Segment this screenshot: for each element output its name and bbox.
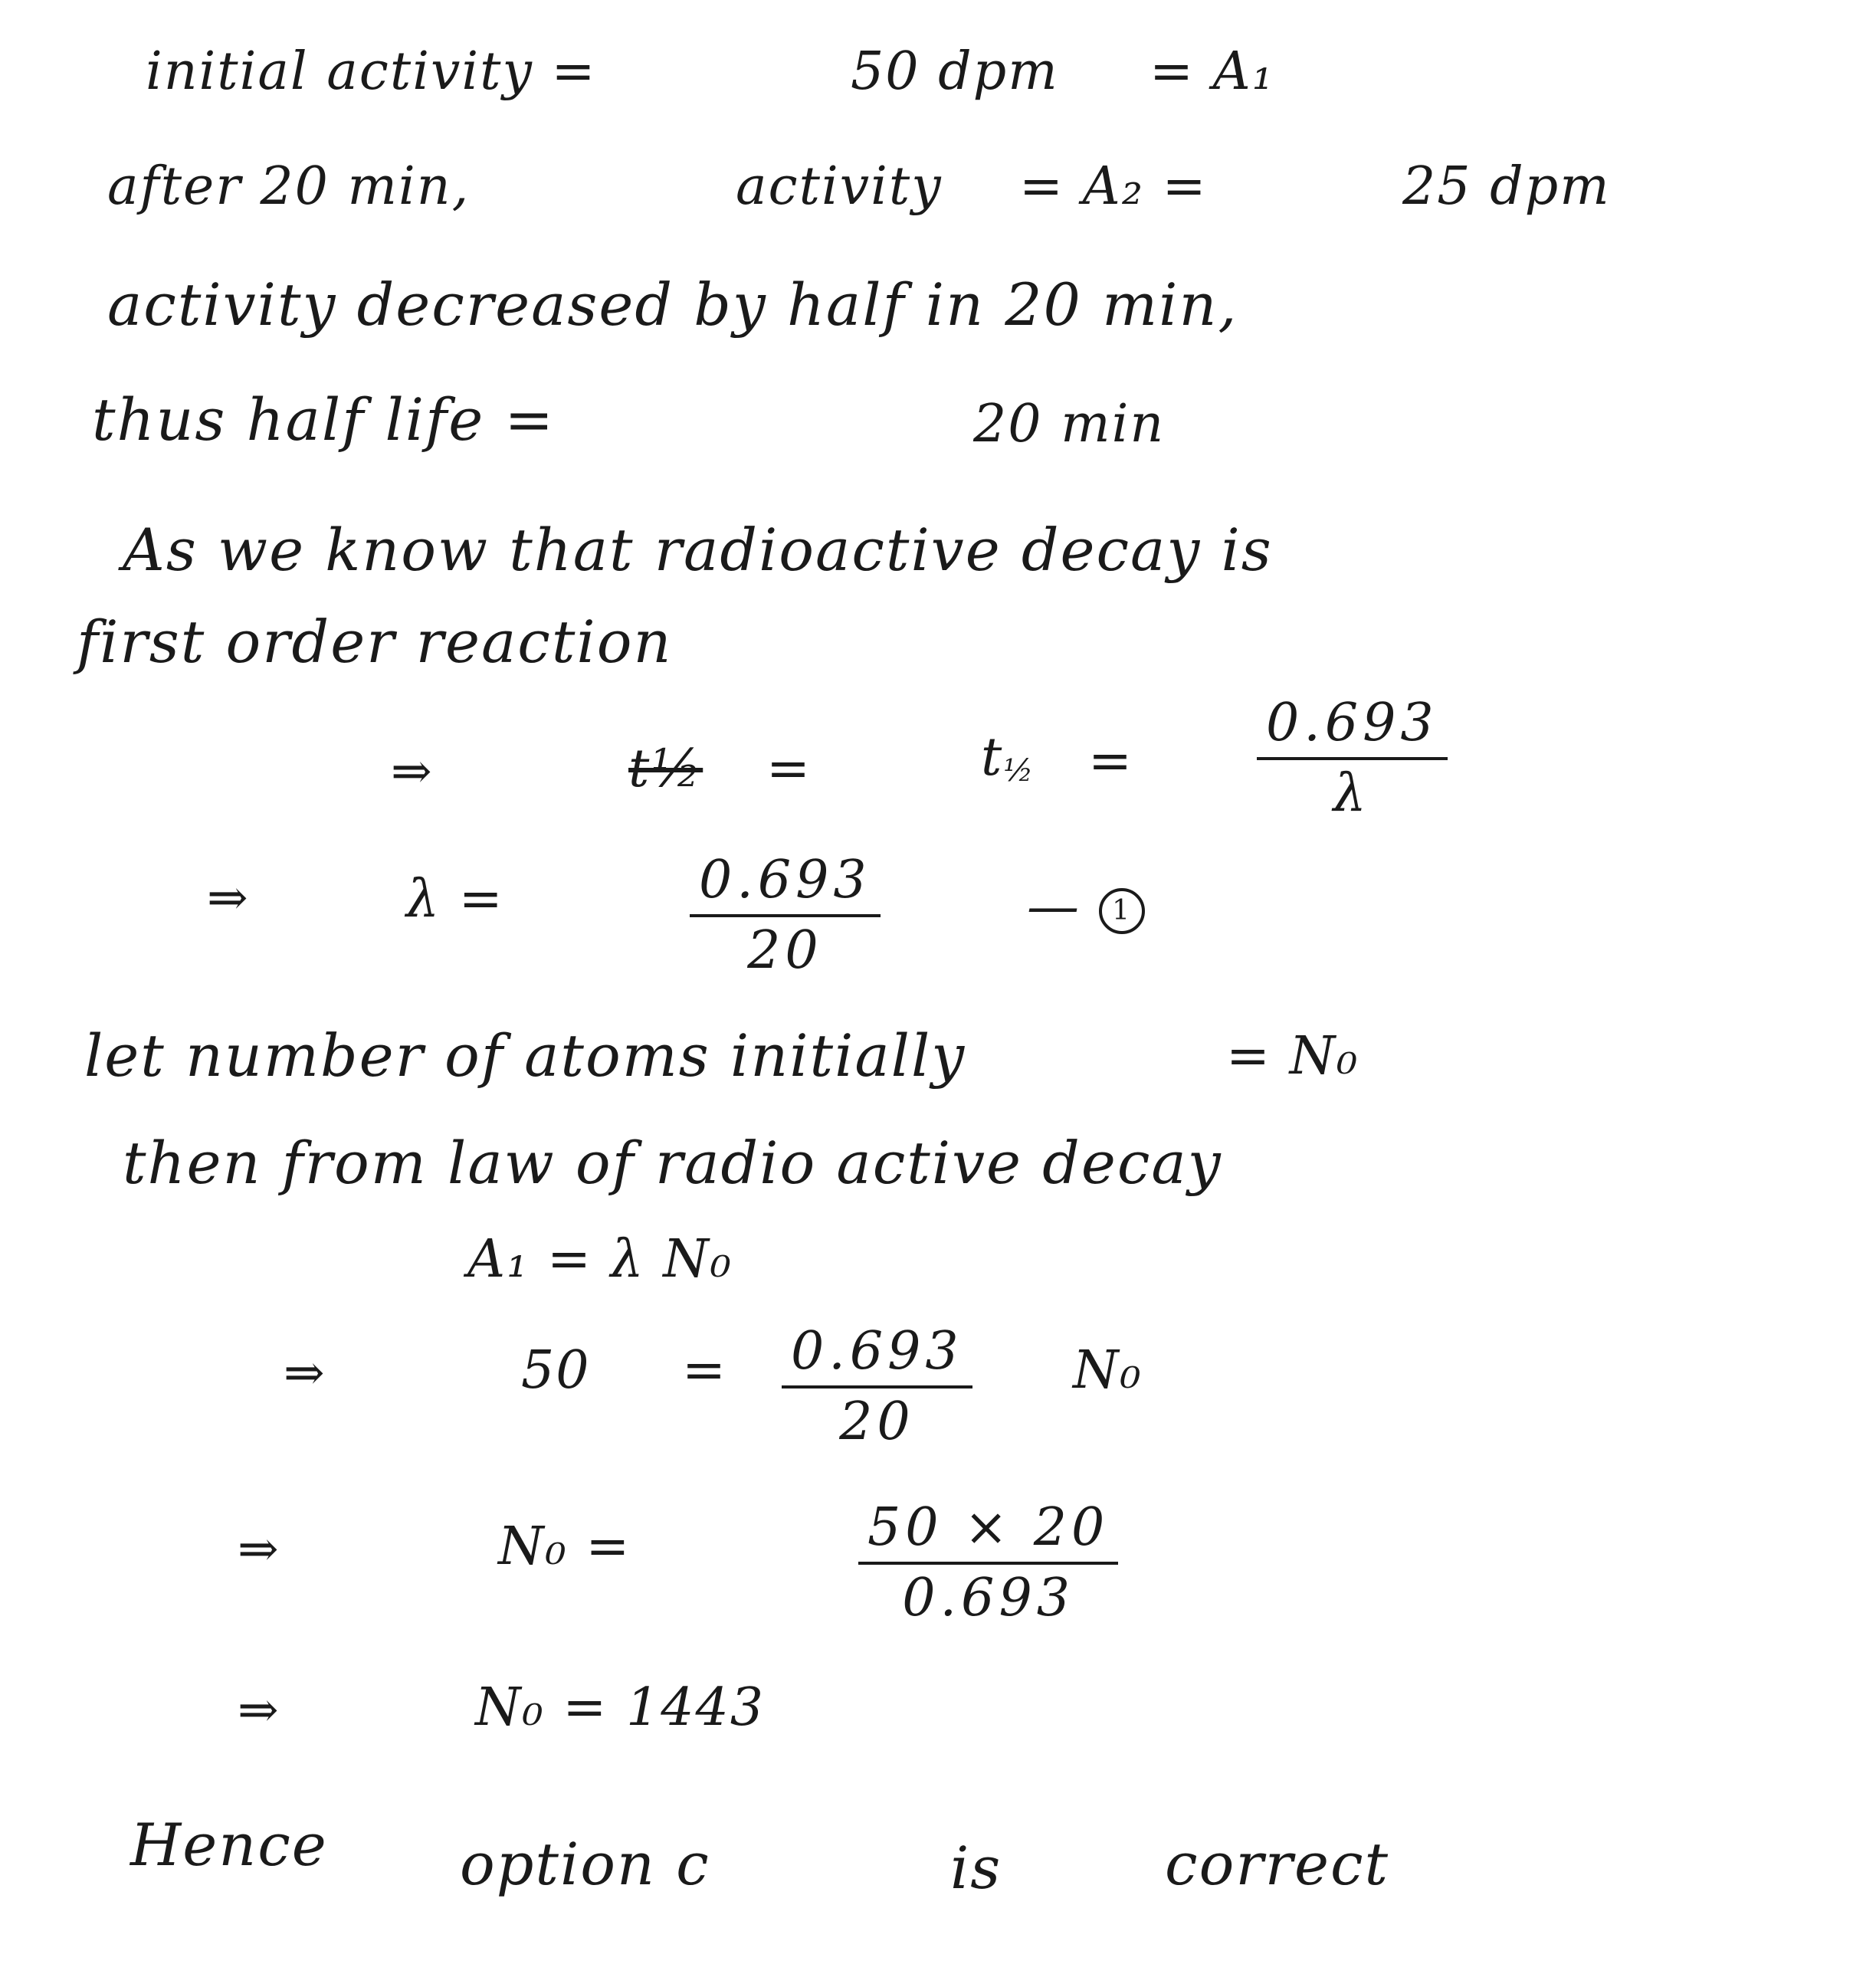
- eq2-denominator: 20: [747, 920, 823, 981]
- conclusion-correct: correct: [1165, 1830, 1390, 1898]
- eq4-equals: =: [682, 1340, 727, 1401]
- line-n0-symbol: = N₀: [1226, 1026, 1359, 1087]
- eq2-numerator: 0.693: [699, 850, 871, 910]
- implies-arrow-2: ⇒: [207, 870, 248, 926]
- eq5-denominator: 0.693: [902, 1568, 1074, 1628]
- eq1-subscript: ½: [1003, 753, 1035, 789]
- eq3-rate-law: A₁ = λ N₀: [467, 1229, 733, 1290]
- eq5-left: N₀ =: [498, 1516, 631, 1577]
- eq2-fraction: [690, 850, 881, 981]
- conclusion-is: is: [950, 1834, 1002, 1902]
- eq5-fraction: [858, 1497, 1118, 1628]
- eq4-fraction: [782, 1321, 972, 1452]
- line-a2-value: 25 dpm: [1402, 156, 1611, 217]
- eq2-tag: [1027, 877, 1145, 937]
- eq4-right: N₀: [1073, 1340, 1143, 1401]
- line-radioactive-decay: As we know that radioactive decay is: [123, 516, 1273, 584]
- line-half-life-value: 20 min: [973, 394, 1166, 454]
- line-activity-decreased: activity decreased by half in 20 min,: [107, 270, 1238, 339]
- eq2-circled-number: 1: [1099, 888, 1145, 934]
- eq4-numerator: 0.693: [791, 1321, 963, 1382]
- eq4-denominator: 20: [839, 1392, 915, 1452]
- implies-arrow-5: ⇒: [238, 1682, 279, 1739]
- eq5-numerator: 50 × 20: [867, 1497, 1110, 1558]
- eq6-result: N₀ = 1443: [475, 1677, 766, 1738]
- eq1-fraction: [1257, 693, 1448, 824]
- line-first-order: first order reaction: [77, 608, 673, 676]
- implies-arrow-1: ⇒: [391, 743, 432, 800]
- line-after-20-min: after 20 min,: [107, 156, 471, 217]
- eq1-numerator: 0.693: [1266, 693, 1438, 753]
- line-number-of-atoms: let number of atoms initially: [84, 1021, 966, 1090]
- line-activity-word: activity: [736, 156, 943, 217]
- eq1-half-life: [981, 727, 1035, 789]
- eq1-t: t: [981, 727, 1004, 788]
- eq2-dash: —: [1027, 877, 1081, 937]
- line-initial-activity-label: initial activity =: [146, 41, 597, 102]
- eq1-equals: =: [766, 739, 812, 799]
- line-initial-activity-symbol: = A₁: [1150, 41, 1274, 102]
- struck-half-life-symbol: t½: [628, 739, 704, 799]
- line-half-life-label: thus half life =: [92, 385, 556, 454]
- conclusion-option: option c: [460, 1830, 710, 1898]
- line-law-of-decay: then from law of radio active decay: [123, 1129, 1222, 1197]
- eq4-left: 50: [521, 1340, 591, 1401]
- eq1-denominator: λ: [1333, 763, 1371, 824]
- line-initial-activity-value: 50 dpm: [851, 41, 1059, 102]
- eq1-equals-2: =: [1088, 731, 1133, 792]
- implies-arrow-3: ⇒: [284, 1345, 325, 1402]
- conclusion-hence: Hence: [130, 1811, 328, 1879]
- implies-arrow-4: ⇒: [238, 1521, 279, 1578]
- line-a2-symbol: = A₂ =: [1019, 156, 1208, 217]
- eq2-lambda: λ =: [406, 869, 504, 929]
